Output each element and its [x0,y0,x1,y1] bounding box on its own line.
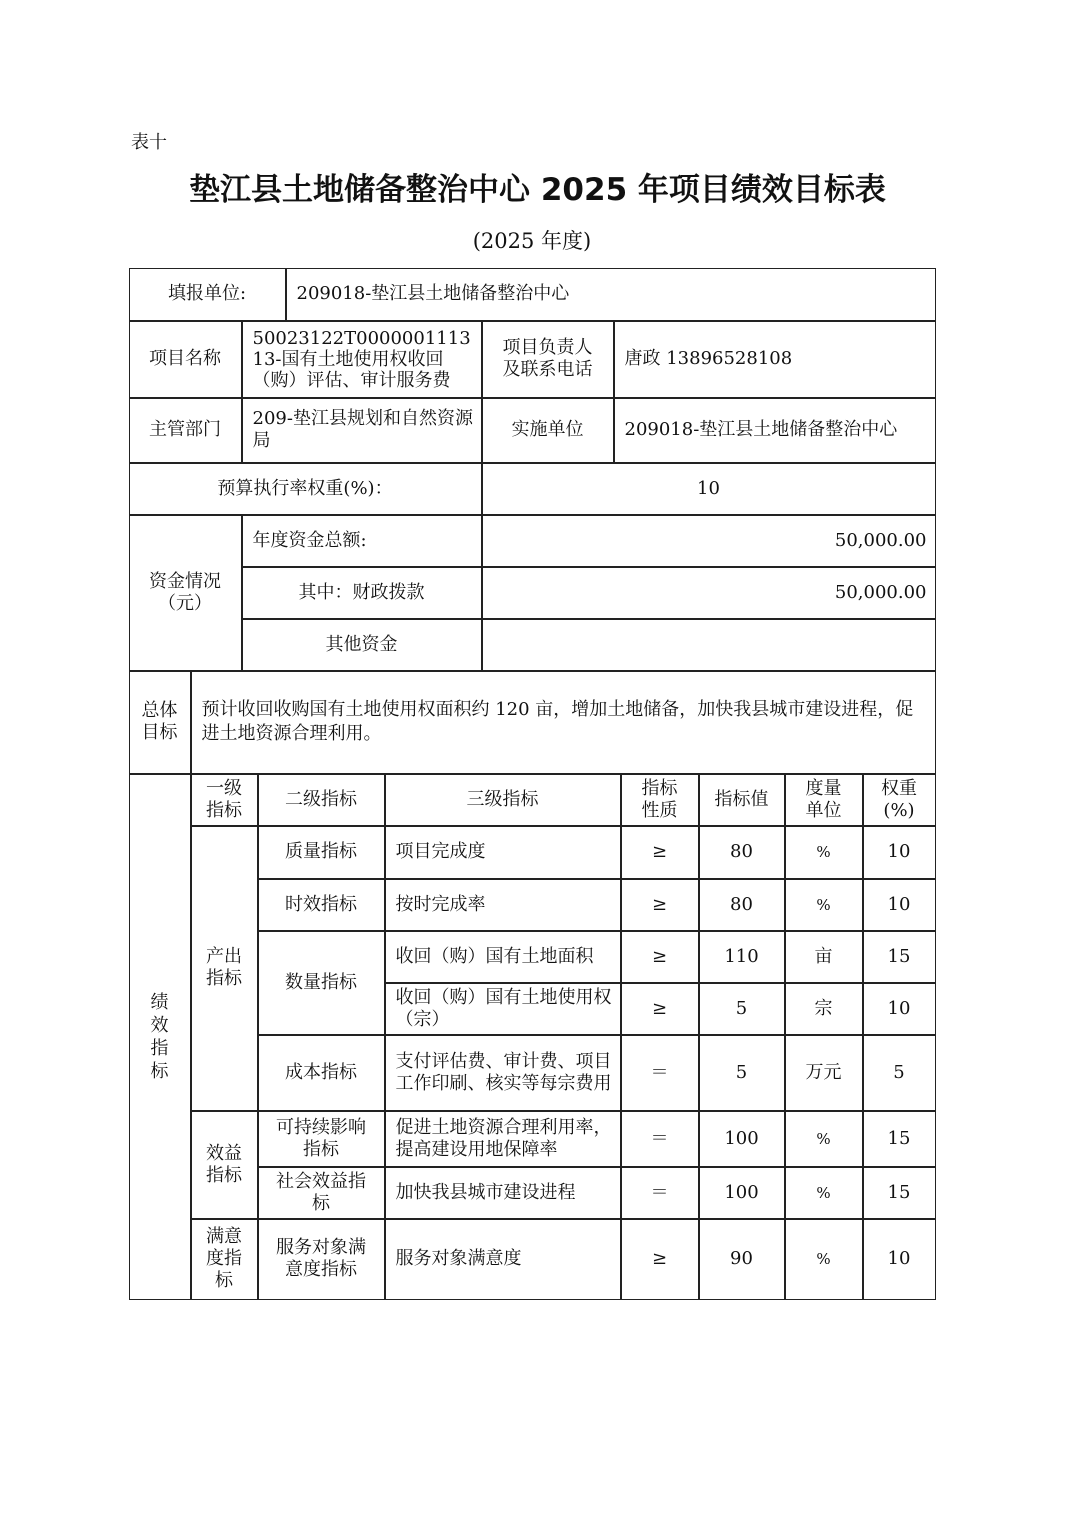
value-cell: 80 [699,879,785,931]
col-header-level1: 一级指标 [191,774,258,826]
weight-cell: 5 [863,1035,936,1111]
level3-cell: 促进土地资源合理利用率，提高建设用地保障率 [385,1111,621,1167]
unit-cell: % [785,1167,863,1219]
level3-cell: 支付评估费、审计费、项目工作印刷、核实等每宗费用 [385,1035,621,1111]
value-cell: 5 [699,983,785,1035]
level2-quality: 质量指标 [258,826,385,879]
funds-other-value [482,619,936,671]
nature-cell: ＝ [621,1167,699,1219]
budget-weight-label: 预算执行率权重(%)： [129,463,482,515]
weight-cell: 10 [863,1219,936,1300]
weight-cell: 10 [863,879,936,931]
funds-label: 资金情况（元） [129,515,242,671]
level1-benefit: 效益指标 [191,1111,258,1219]
reporting-unit-value: 209018-垫江县土地储备整治中心 [286,268,936,321]
weight-cell: 15 [863,931,936,983]
project-manager-value: 唐政 13896528108 [614,321,936,398]
col-header-weight: 权重(%) [863,774,936,826]
weight-cell: 10 [863,983,936,1035]
level2-sustainable: 可持续影响指标 [258,1111,385,1167]
level3-cell: 服务对象满意度 [385,1219,621,1300]
col-header-level3: 三级指标 [385,774,621,826]
level1-output: 产出指标 [191,826,258,1111]
nature-cell: ≥ [621,879,699,931]
department-value: 209-垫江县规划和自然资源局 [242,398,482,463]
page-title: 垫江县土地储备整治中心 2025 年项目绩效目标表 [189,172,886,208]
level3-cell: 项目完成度 [385,826,621,879]
nature-cell: ＝ [621,1111,699,1167]
nature-cell: ≥ [621,983,699,1035]
unit-cell: 万元 [785,1035,863,1111]
level3-cell: 收回（购）国有土地使用权（宗） [385,983,621,1035]
nature-cell: ≥ [621,931,699,983]
reporting-unit-label: 填报单位: [129,268,286,321]
value-cell: 80 [699,826,785,879]
unit-cell: 宗 [785,983,863,1035]
overall-goal-text: 预计收回收购国有土地使用权面积约 120 亩，增加土地储备，加快我县城市建设进程，促进土地资源合理利用。 [191,671,936,774]
unit-cell: 亩 [785,931,863,983]
nature-cell: ≥ [621,1219,699,1300]
page-subtitle: (2025 年度) [472,229,592,253]
level1-satisfaction: 满意度指标 [191,1219,258,1300]
overall-goal-label: 总体目标 [129,671,191,774]
unit-cell: % [785,1111,863,1167]
weight-cell: 15 [863,1167,936,1219]
col-header-value: 指标值 [699,774,785,826]
unit-cell: % [785,1219,863,1300]
value-cell: 100 [699,1111,785,1167]
indicators-section-label: 绩效指标 [129,774,191,1300]
col-header-level2: 二级指标 [258,774,385,826]
nature-cell: ＝ [621,1035,699,1111]
impl-unit-label: 实施单位 [482,398,614,463]
level3-cell: 加快我县城市建设进程 [385,1167,621,1219]
impl-unit-value: 209018-垫江县土地储备整治中心 [614,398,936,463]
level3-cell: 收回（购）国有土地面积 [385,931,621,983]
weight-cell: 10 [863,826,936,879]
funds-other-label: 其他资金 [242,619,482,671]
level2-cost: 成本指标 [258,1035,385,1111]
unit-cell: % [785,879,863,931]
level2-quantity: 数量指标 [258,931,385,1035]
level3-cell: 按时完成率 [385,879,621,931]
funds-fiscal-label: 其中：财政拨款 [242,567,482,619]
level2-social: 社会效益指标 [258,1167,385,1219]
project-manager-label: 项目负责人及联系电话 [482,321,614,398]
weight-cell: 15 [863,1111,936,1167]
page-label: 表十 [131,132,167,153]
budget-weight-value: 10 [482,463,936,515]
project-name-label: 项目名称 [129,321,242,398]
funds-total-value: 50,000.00 [482,515,936,567]
funds-fiscal-value: 50,000.00 [482,567,936,619]
value-cell: 5 [699,1035,785,1111]
col-header-nature: 指标性质 [621,774,699,826]
project-name-value: 50023122T000000111313-国有土地使用权收回（购）评估、审计服务费 [242,321,482,398]
unit-cell: % [785,826,863,879]
department-label: 主管部门 [129,398,242,463]
col-header-unit: 度量单位 [785,774,863,826]
level2-service-satisfaction: 服务对象满意度指标 [258,1219,385,1300]
funds-total-label: 年度资金总额: [242,515,482,567]
performance-table [129,268,936,1300]
value-cell: 90 [699,1219,785,1300]
nature-cell: ≥ [621,826,699,879]
value-cell: 110 [699,931,785,983]
level2-timeliness: 时效指标 [258,879,385,931]
value-cell: 100 [699,1167,785,1219]
